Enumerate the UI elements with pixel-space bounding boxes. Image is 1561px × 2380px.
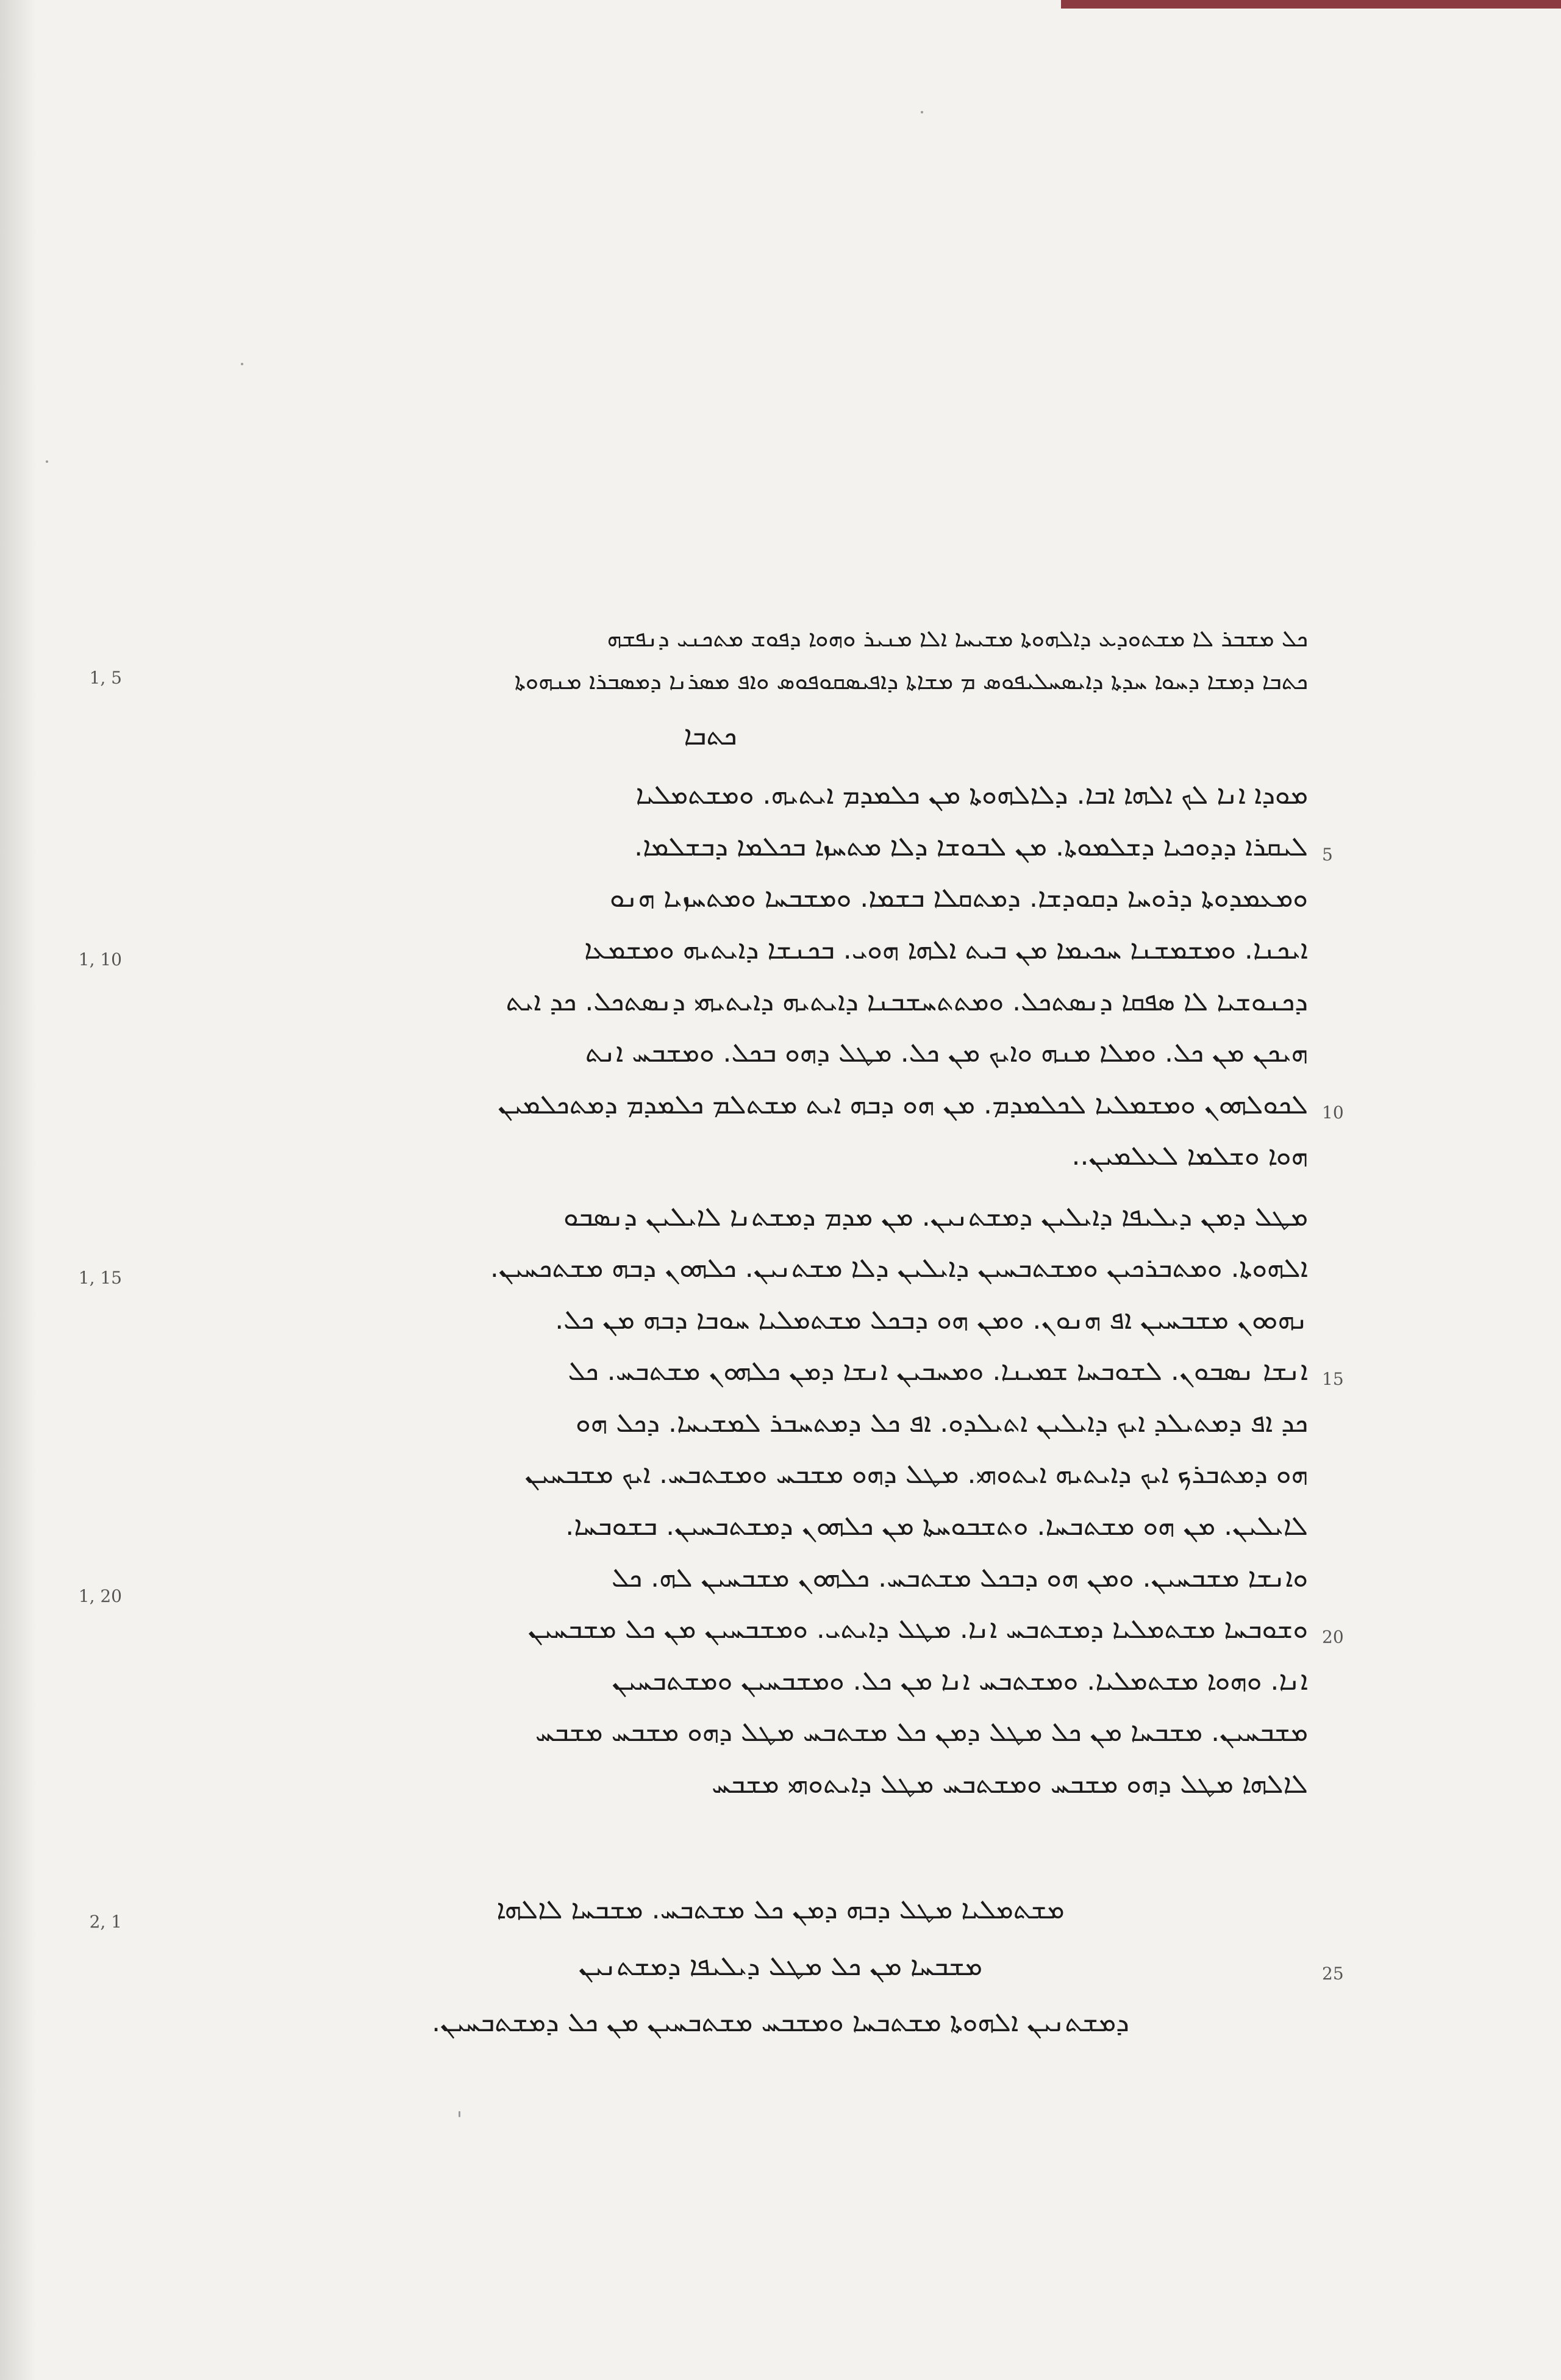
margin-ref-1-15: 1, 15 — [78, 1268, 122, 1288]
margin-ref-1-10: 1, 10 — [78, 949, 122, 970]
line-number-10: 10 — [1322, 1102, 1344, 1123]
paper-speck — [46, 460, 48, 463]
margin-ref-1-5: 1, 5 — [89, 668, 122, 688]
header-line-2: ܟܬܒܐ ܕܡܫܐ ܕܚܘܐ ܚܕܬܐ ܕܐܝܣܚܠܝܦܘܣ ܡ ܡܫܐܬܐ ܕܐܦܝܣܩܘܦܘܣ ܘܐܦ ܡܣܪܢܐ ܕܡܣܒܪܐ ܡܢܗܘܬܐ — [514, 668, 1308, 695]
line-number-15: 15 — [1322, 1369, 1344, 1389]
line-number-5: 5 — [1322, 845, 1333, 865]
body-line-4: ܐܝܟܢܐ. ܘܡܫܡܫܢܐ ܚܟܝܡܐ ܡܢ ܒܝܬ ܐܠܗܐ ܗܘܝ. ܒܟܢܫܐ ܕܐܝܬܝܗ ܘܡܫܡܥܐ — [584, 934, 1308, 965]
body-line-2: ܠܝܩܪܐ ܕܕܘܟܝܐ ܕܫܠܡܘܬܐ. ܡܢ ܠܒܘܫܐ ܕܠܐ ܡܬܚܙܐ ܒܟܠܡܐ ܕܒܫܠܡܐ. — [634, 831, 1308, 862]
body2-line-12: ܠܐܠܗܐ ܡܛܠ ܕܗܘ ܡܫܒܚ ܘܡܫܬܒܚ ܡܛܠ ܕܐܝܬܘܗܝ ܡܫܒܚ — [711, 1768, 1308, 1799]
body2-line-9: ܘܫܘܒܚܐ ܡܫܬܡܠܝܐ ܕܡܫܬܒܚ ܐܢܐ. ܡܛܠ ܕܐܝܬܝ. ܘܡܫܒܚܝܢ ܡܢ ܟܠ ܡܫܒܚܝܢ — [527, 1613, 1308, 1645]
body2-line-5: ܟܕ ܐܦ ܕܡܬܝܠܕ ܐܝܟ ܕܐܝܠܝܢ ܐܬܝܠܕܘ. ܐܦ ܟܠ ܕܡܬܚܒܪ ܠܡܫܝܚܐ. ܕܟܠ ܗܘ — [576, 1407, 1308, 1438]
margin-ref-2-1: 2, 1 — [89, 1912, 122, 1932]
body-line-5: ܕܟܢܘܫܝܐ ܠܐ ܣܦܩܐ ܕܢܣܬܟܠ. ܘܡܬܬܚܫܒܢܐ ܕܐܝܬܝܗ ܕܐܝܬܝܗܝ ܕܢܣܬܟܠ. ܟܕ ܐܝܬ — [505, 986, 1308, 1017]
body2-line-6: ܗܘ ܕܡܬܒܪܟ ܐܝܟ ܕܐܝܬܝܗ ܐܝܬܘܗܝ. ܡܛܠ ܕܗܘ ܡܫܒܚ ܘܡܫܬܒܚ. ܐܝܟ ܡܫܒܚܝܢ — [524, 1459, 1308, 1490]
body3-line-1: ܡܫܬܡܠܝܐ ܡܛܠ ܕܒܗ ܕܡܢ ܟܠ ܡܫܬܒܚ. ܡܫܒܚܐ ܠܐܠܗܐ — [496, 1894, 1065, 1925]
body2-line-1: ܡܛܠ ܕܡܢ ܕܝܠܝܦܐ ܕܐܝܠܝܢ ܕܡܫܬܢܝܢ. ܡܢ ܡܕܡ ܕܡܫܬܢܐ ܠܐܝܠܝܢ ܕܢܣܒܘ — [563, 1201, 1308, 1232]
paper-speck — [241, 363, 243, 365]
paper-speck — [921, 111, 923, 113]
page-top-edge — [1061, 0, 1561, 9]
body-line-6: ܗܝܟܢ ܡܢ ܟܠ. ܘܡܠܐ ܡܢܗ ܘܐܝܟ ܡܢ ܟܠ. ܡܛܠ ܕܗܘ ܒܟܠ. ܘܡܫܒܚ ܐܢܬ — [585, 1037, 1308, 1068]
line-number-20: 20 — [1322, 1627, 1344, 1647]
line-number-25: 25 — [1322, 1964, 1344, 1984]
body-line-1: ܡܘܕܐ ܐܢܐ ܠܟ ܐܠܗܐ ܐܒܐ. ܕܠܐܠܗܘܬܐ ܡܢ ܟܠܡܕܡ ܐܝܬܝܗ. ܘܡܫܬܡܠܝܐ — [635, 779, 1308, 810]
body-line-8: ܗܘܐ ܘܫܠܡܐ ܠܥܠܡܝܢ.. — [1071, 1140, 1308, 1171]
body3-line-2: ܡܫܒܚܐ ܡܢ ܟܠ ܡܛܠ ܕܝܠܝܦܐ ܕܡܫܬܢܝܢ — [579, 1951, 982, 1982]
margin-ref-1-20: 1, 20 — [78, 1586, 122, 1606]
body3-line-3: ܕܡܫܬܢܝܢ ܐܠܗܘܬܐ ܡܫܬܒܚܐ ܘܡܫܒܚ ܡܫܬܒܚܝܢ ܡܢ ܟܠ ܕܡܫܬܒܚܝܢ. — [432, 2007, 1129, 2038]
body2-line-2: ܐܠܗܘܬܐ. ܘܡܬܒܪܟܝܢ ܘܡܫܬܒܚܝܢ ܕܐܝܠܝܢ ܕܠܐ ܡܫܬܢܝܢ. ܟܠܗܘܢ ܕܒܗ ܡܫܬܟܚܝܢ. — [490, 1253, 1308, 1284]
body2-line-11: ܡܫܒܚܝܢ. ܡܫܒܚܐ ܡܢ ܟܠ ܡܛܠ ܕܡܢ ܟܠ ܡܫܬܒܚ ܡܛܠ ܕܗܘ ܡܫܒܚ ܡܫܒܚ — [535, 1717, 1308, 1748]
body2-line-4: ܐܢܫܐ ܢܣܒܘܢ. ܠܫܘܒܚܐ ܫܡܝܢܐ. ܘܡܚܒܝܢ ܐܢܫܐ ܕܡܢ ܟܠܗܘܢ ܡܫܬܒܚ. ܟܠ — [568, 1356, 1308, 1387]
header-line-1: ܟܠ ܡܫܒܪ ܠܐ ܡܫܬܘܕܥ ܕܐܠܗܘܬܐ ܡܫܝܚܐ ܐܠܐ ܡܢܝܪ ܘܗܘܐ ܕܦܘܫ ܡܬܟܢܝ ܕܢܦܫܗ — [607, 625, 1308, 652]
body2-line-8: ܘܐܢܫܐ ܡܫܒܚܝܢ. ܘܡܢ ܗܘ ܕܒܟܠ ܡܫܬܒܚ. ܟܠܗܘܢ ܡܫܒܚܝܢ ܠܗ. ܟܠ — [612, 1562, 1308, 1593]
body2-line-7: ܠܐܝܠܝܢ. ܡܢ ܗܘ ܡܫܬܒܚܐ. ܘܬܫܒܘܚܬܐ ܡܢ ܟܠܗܘܢ ܕܡܫܬܒܚܝܢ. ܒܫܘܒܚܐ. — [565, 1510, 1308, 1542]
paper-speck — [459, 2111, 460, 2117]
section-heading: ܟܬܒܐ — [684, 720, 737, 751]
body2-line-10: ܐܢܐ. ܘܗܘܐ ܡܫܬܡܠܝܐ. ܘܡܫܬܒܚ ܐܢܐ ܡܢ ܟܠ. ܘܡܫܒܚܝܢ ܘܡܫܬܒܚܝܢ — [612, 1665, 1308, 1696]
body2-line-3: ܢܗܘܘܢ ܡܫܒܚܝܢ ܐܦ ܗܢܘܢ. ܘܡܢ ܗܘ ܕܒܟܠ ܡܫܬܡܠܝܐ ܚܘܒܐ ܕܒܗ ܡܢ ܟܠ. — [555, 1304, 1308, 1335]
body-line-3: ܘܡܥܡܕܘܬܐ ܕܪܘܚܐ ܕܩܘܕܫܐ. ܕܡܬܩܠܐ ܒܫܡܐ. ܘܡܫܒܚܐ ܘܡܬܚܙܝܐ ܗܢܘ — [609, 882, 1308, 913]
body-line-7: ܠܟܘܠܗܘܢ ܘܡܫܡܠܝܐ ܠܟܠܡܕܡ. ܡܢ ܗܘ ܕܒܗ ܐܝܬ ܡܫܬܠܡ ܟܠܡܕܡ ܕܡܬܟܠܡܝܢ — [498, 1089, 1308, 1120]
